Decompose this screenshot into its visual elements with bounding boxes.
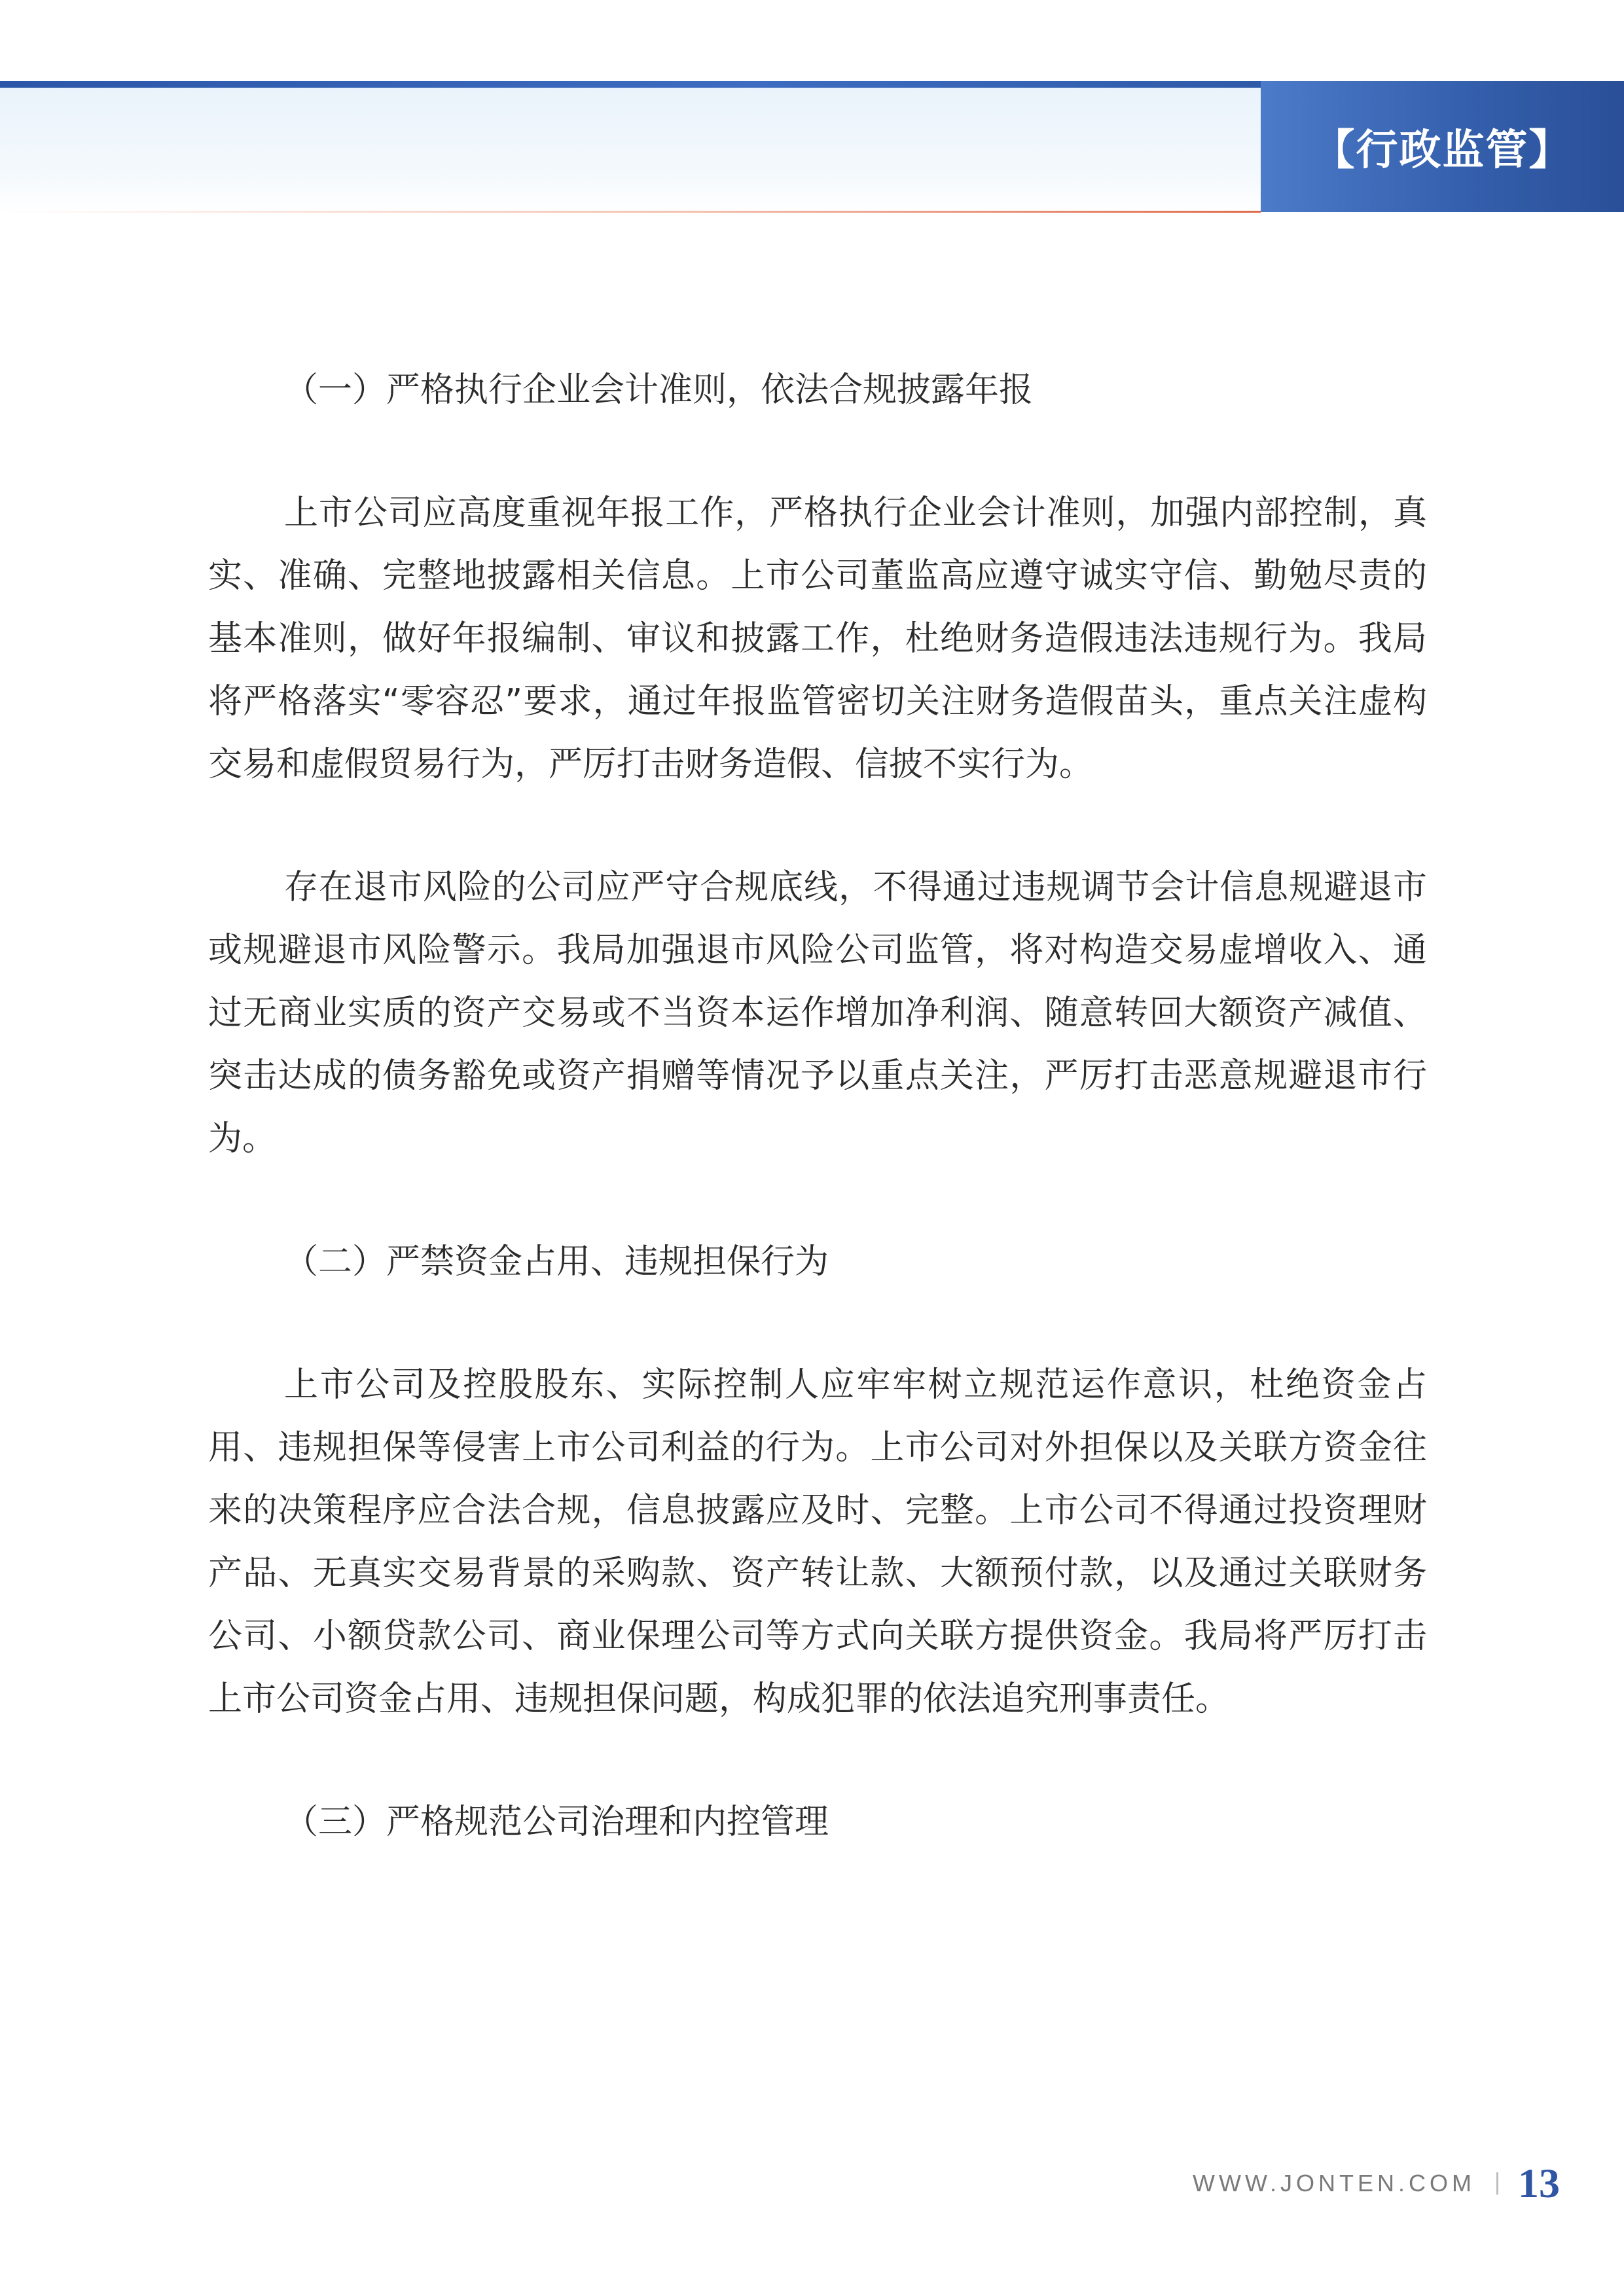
page-number: 13 <box>1518 2160 1560 2206</box>
header-accent-line <box>0 211 1261 213</box>
paragraph-1-1: 上市公司应高度重视年报工作，严格执行企业会计准则，加强内部控制，真实、准确、完整地披露相关信息。上市公司董监高应遵守诚实守信、勤勉尽责的基本准则，做好年报编制、审议和披露工作，杜绝财务造假违法违规行为。我局将严格落实“零容忍”要求，通过年报监管密切关注财务造假苗头，重点关注虚构交易和虚假贸易行为，严厉打击财务造假、信披不实行为。 <box>208 493 1427 784</box>
page-footer <box>1193 2157 1560 2210</box>
section-heading-1: （一）严格执行企业会计准则，依法合规披露年报 <box>284 370 1034 410</box>
header-band <box>0 88 1261 212</box>
section-tab <box>1261 81 1624 212</box>
paragraph-1-2: 存在退市风险的公司应严守合规底线，不得通过违规调节会计信息规避退市或规避退市风险警示。我局加强退市风险公司监管，将对构造交易虚增收入、通过无商业实质的资产交易或不当资本运作增加净利润、随意转回大额资产减值、突击达成的债务豁免或资产捐赠等情况予以重点关注，严厉打击恶意规避退市行为。 <box>208 868 1427 1158</box>
header-top-rule <box>0 81 1261 88</box>
footer-divider <box>1496 2172 1498 2195</box>
paragraph-2-1: 上市公司及控股股东、实际控制人应牢牢树立规范运作意识，杜绝资金占用、违规担保等侵害上市公司利益的行为。上市公司对外担保以及关联方资金往来的决策程序应合法合规，信息披露应及时、完整。上市公司不得通过投资理财产品、无真实交易背景的采购款、资产转让款、大额预付款，以及通过关联财务公司、小额贷款公司、商业保理公司等方式向关联方提供资金。我局将严厉打击上市公司资金占用、违规担保问题，构成犯罪的依法追究刑事责任。 <box>208 1365 1427 1719</box>
website-link[interactable]: WWW.JONTEN.COM <box>1193 2170 1475 2197</box>
section-heading-3: （三）严格规范公司治理和内控管理 <box>284 1803 829 1842</box>
section-label: 【行政监管】 <box>1312 126 1572 175</box>
article-body <box>208 359 1427 1914</box>
section-heading-2: （二）严禁资金占用、违规担保行为 <box>284 1242 829 1282</box>
